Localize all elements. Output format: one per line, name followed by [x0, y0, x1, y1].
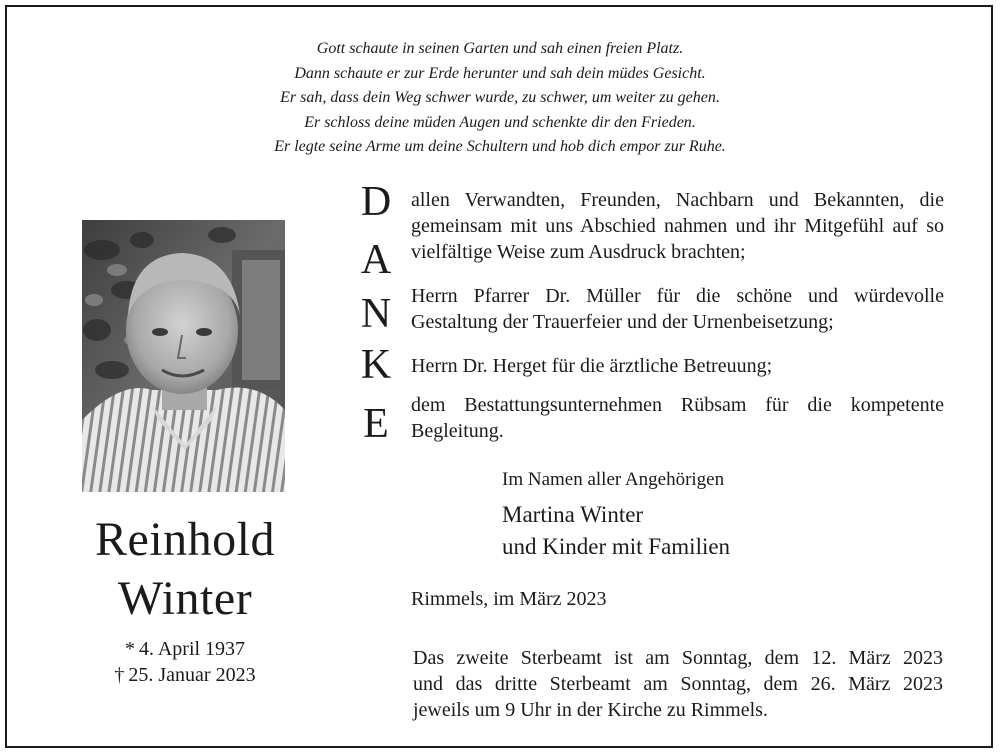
thanks-paragraph: dem Bestattungsunternehmen Rübsam für die kompetente Begleitung.: [411, 394, 944, 442]
poem-line: Er legte seine Arme um deine Schultern und hob dich empor zur Ruhe.: [274, 138, 726, 155]
portrait-illustration: [82, 220, 285, 492]
poem-line: Er sah, dass dein Weg schwer wurde, zu schwer, um weiter zu gehen.: [280, 89, 720, 106]
signature-name: Martina Winter: [502, 502, 644, 527]
danke-letter: N: [360, 291, 392, 337]
signature-family: und Kinder mit Familien: [502, 534, 731, 559]
notice-line: jeweils um 9 Uhr in der Kirche zu Rimmels.: [413, 699, 768, 721]
poem: [0, 37, 1000, 160]
poem-line: Er schloss deine müden Augen und schenkte dir den Frieden.: [304, 113, 696, 131]
portrait-photo: [82, 220, 285, 492]
danke-letter: D: [360, 179, 392, 225]
danke-letter: A: [360, 237, 392, 283]
notice-line: Das zweite Sterbeamt ist am Sonntag, dem 12. März 2023: [413, 647, 943, 669]
thanks-paragraph: allen Verwandten, Freunden, Nachbarn und Bekannten, die gemeinsam mit uns Abschied nahmen und ihr Mitgefühl auf so vielfältige Weise zum Ausdruck brachten;: [411, 189, 944, 263]
thanks-paragraph: Herrn Pfarrer Dr. Müller für die schöne und würdevolle Gestaltung der Trauerfeier und der Urnenbeisetzung;: [411, 285, 944, 333]
deceased-first-name: Reinhold: [95, 513, 275, 566]
birth-date-line: [60, 636, 310, 662]
deceased-last-name: Winter: [117, 572, 253, 625]
place-date: Rimmels, im März 2023: [411, 588, 607, 610]
death-date-line: [60, 662, 310, 688]
birth-date: 4. April 1937: [138, 638, 246, 660]
poem-line: Gott schaute in seinen Garten und sah einen freien Platz.: [316, 40, 684, 57]
signature-intro: Im Namen aller Angehörigen: [502, 469, 725, 490]
poem-line: Dann schaute er zur Erde herunter und sah dein müdes Gesicht.: [294, 64, 706, 82]
death-date: 25. Januar 2023: [128, 664, 256, 686]
death-cross-icon: †: [114, 664, 125, 686]
birth-star-icon: *: [124, 638, 135, 660]
thanks-paragraph: Herrn Dr. Herget für die ärztliche Betreuung;: [411, 355, 773, 377]
danke-letter: K: [360, 342, 392, 388]
notice-line: und das dritte Sterbeamt am Sonntag, dem 26. März 2023: [413, 673, 943, 695]
requiem-notice: [413, 645, 943, 723]
life-dates: [60, 636, 310, 688]
danke-letter: E: [363, 401, 389, 447]
